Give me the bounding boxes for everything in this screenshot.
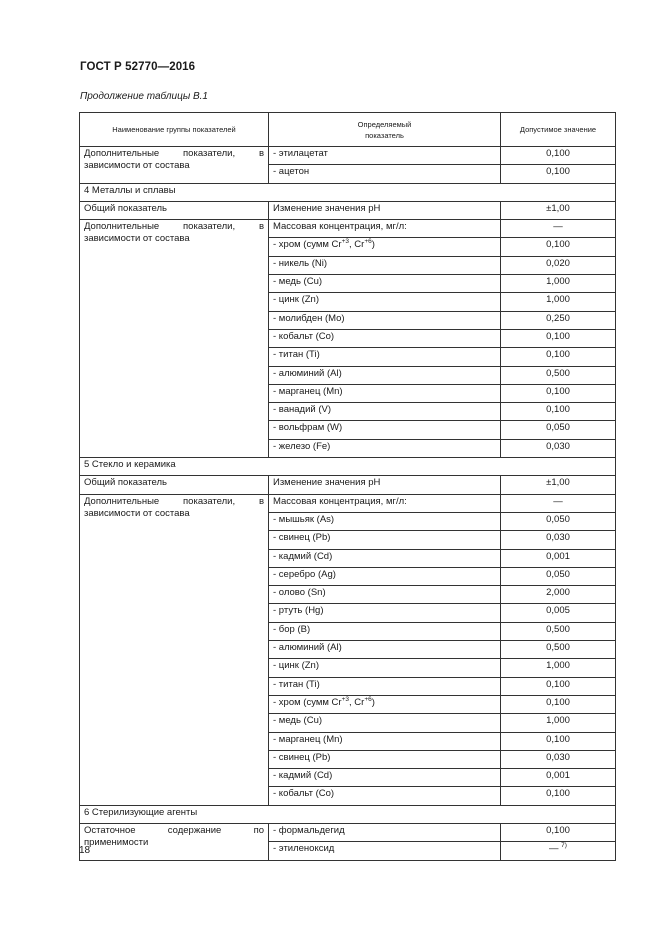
parameter-cell: Массовая концентрация, мг/л:: [269, 220, 501, 238]
value-cell: 0,001: [501, 549, 616, 567]
page-number: 18: [79, 845, 91, 856]
parameter-cell: - ацетон: [269, 165, 501, 183]
chrom-prefix: - хром (сумм Cr: [273, 696, 342, 708]
parameter-cell: - кадмий (Cd): [269, 549, 501, 567]
value-cell: 0,100: [501, 348, 616, 366]
value-cell: 0,050: [501, 512, 616, 530]
value-cell: [501, 842, 616, 860]
value-cell: 1,000: [501, 659, 616, 677]
value-cell: 0,050: [501, 421, 616, 439]
section-title: 4 Металлы и сплавы: [80, 183, 616, 201]
group-cell: Остаточное содержание по применимости: [80, 823, 269, 860]
table-row: [80, 220, 616, 238]
parameter-cell: - марганец (Mn): [269, 732, 501, 750]
value-cell: —: [501, 220, 616, 238]
parameter-cell: - титан (Ti): [269, 677, 501, 695]
table-continuation-caption: Продолжение таблицы В.1: [80, 91, 208, 102]
footnote-ref: 7): [561, 842, 567, 850]
header-parameter: Определяемый показатель: [269, 113, 501, 147]
chrom-sup2: +6: [364, 238, 372, 246]
chrom-suffix: ): [371, 239, 375, 251]
value-cell: 0,100: [501, 823, 616, 841]
chrom-sup1: +3: [341, 238, 349, 246]
value-cell: ±1,00: [501, 201, 616, 219]
chrom-sup1: +3: [341, 695, 349, 703]
parameter-cell: - железо (Fe): [269, 439, 501, 457]
requirements-table: [79, 112, 616, 861]
parameter-cell: - серебро (Ag): [269, 567, 501, 585]
chrom-prefix: - хром (сумм Cr: [273, 239, 342, 251]
parameter-cell: Изменение значения pH: [269, 201, 501, 219]
value-cell: 2,000: [501, 586, 616, 604]
table-row: [80, 147, 616, 165]
parameter-cell: - ванадий (V): [269, 403, 501, 421]
parameter-cell: - марганец (Mn): [269, 384, 501, 402]
group-cell: Дополнительные показатели, в зависимости от состава: [80, 494, 269, 805]
document-code: ГОСТ Р 52770—2016: [80, 61, 196, 73]
parameter-cell: - титан (Ti): [269, 348, 501, 366]
group-cell: Дополнительные показатели, в зависимости от состава: [80, 147, 269, 184]
parameter-cell: - молибден (Mo): [269, 311, 501, 329]
parameter-cell: - никель (Ni): [269, 256, 501, 274]
value-cell: 0,050: [501, 567, 616, 585]
section-row: [80, 183, 616, 201]
parameter-cell: - мышьяк (As): [269, 512, 501, 530]
dash: —: [549, 843, 559, 855]
table-row: [80, 476, 616, 494]
value-cell: 0,020: [501, 256, 616, 274]
value-cell: 0,100: [501, 165, 616, 183]
parameter-cell: - ртуть (Hg): [269, 604, 501, 622]
value-cell: 1,000: [501, 293, 616, 311]
value-cell: 0,100: [501, 732, 616, 750]
table-header-row: [80, 113, 616, 147]
chrom-suffix: ): [371, 696, 375, 708]
parameter-cell: Массовая концентрация, мг/л:: [269, 494, 501, 512]
parameter-cell: - медь (Cu): [269, 275, 501, 293]
chrom-mid: , Cr: [349, 696, 365, 708]
value-cell: 0,500: [501, 641, 616, 659]
value-cell: 0,250: [501, 311, 616, 329]
value-cell: 0,030: [501, 750, 616, 768]
group-cell: Дополнительные показатели, в зависимости от состава: [80, 220, 269, 458]
chrom-sup2: +6: [364, 695, 372, 703]
parameter-cell: - алюминий (Al): [269, 366, 501, 384]
parameter-cell: - этилацетат: [269, 147, 501, 165]
parameter-cell: - свинец (Pb): [269, 750, 501, 768]
parameter-cell: - кобальт (Co): [269, 787, 501, 805]
table-row: [80, 823, 616, 841]
value-cell: 0,030: [501, 531, 616, 549]
parameter-cell: Изменение значения pH: [269, 476, 501, 494]
parameter-cell: [269, 695, 501, 713]
value-cell: 0,100: [501, 238, 616, 256]
parameter-cell: [269, 238, 501, 256]
value-cell: 0,001: [501, 769, 616, 787]
chrom-mid: , Cr: [349, 239, 365, 251]
section-row: [80, 805, 616, 823]
value-cell: 0,100: [501, 329, 616, 347]
value-cell: 0,500: [501, 366, 616, 384]
value-cell: 0,030: [501, 439, 616, 457]
value-cell: 0,100: [501, 384, 616, 402]
value-cell: ±1,00: [501, 476, 616, 494]
value-cell: 0,500: [501, 622, 616, 640]
parameter-cell: - этиленоксид: [269, 842, 501, 860]
table-row: [80, 494, 616, 512]
parameter-cell: - кобальт (Co): [269, 329, 501, 347]
parameter-cell: - цинк (Zn): [269, 293, 501, 311]
value-cell: 0,100: [501, 403, 616, 421]
header-value: Допустимое значение: [501, 113, 616, 147]
parameter-cell: - алюминий (Al): [269, 641, 501, 659]
value-cell: 0,100: [501, 677, 616, 695]
value-cell: 1,000: [501, 714, 616, 732]
section-row: [80, 458, 616, 476]
group-cell: Общий показатель: [80, 476, 269, 494]
header-group: Наименование группы показателей: [80, 113, 269, 147]
value-cell: —: [501, 494, 616, 512]
value-cell: 1,000: [501, 275, 616, 293]
parameter-cell: - формальдегид: [269, 823, 501, 841]
section-title: 6 Стерилизующие агенты: [80, 805, 616, 823]
table-row: [80, 201, 616, 219]
parameter-cell: - вольфрам (W): [269, 421, 501, 439]
parameter-cell: - медь (Cu): [269, 714, 501, 732]
parameter-cell: - цинк (Zn): [269, 659, 501, 677]
value-cell: 0,100: [501, 787, 616, 805]
group-cell: Общий показатель: [80, 201, 269, 219]
parameter-cell: - бор (B): [269, 622, 501, 640]
parameter-cell: - олово (Sn): [269, 586, 501, 604]
value-cell: 0,100: [501, 147, 616, 165]
value-cell: 0,100: [501, 695, 616, 713]
value-cell: 0,005: [501, 604, 616, 622]
parameter-cell: - кадмий (Cd): [269, 769, 501, 787]
section-title: 5 Стекло и керамика: [80, 458, 616, 476]
parameter-cell: - свинец (Pb): [269, 531, 501, 549]
